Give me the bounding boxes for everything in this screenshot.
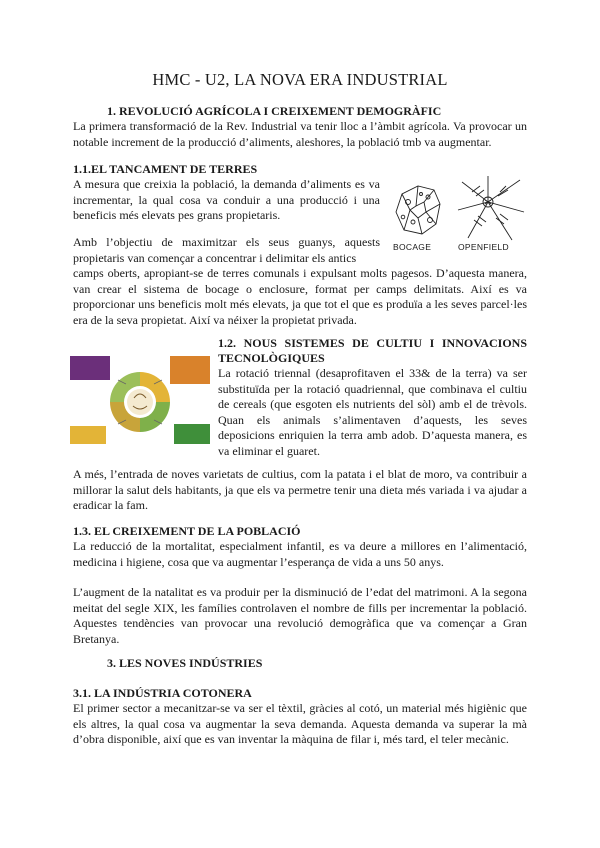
bocage-openfield-illustration [388, 172, 528, 252]
section-3-heading: 3. LES NOVES INDÚSTRIES [107, 656, 263, 670]
bocage-label: BOCAGE [393, 242, 432, 252]
section-1-2-paragraph-1: La rotació triennal (desaprofitaven el 33& de la terra) va ser substituïda per la rotació quadriennal, que combinava el cultiu de cereals (que esgoten els nutrients del sòl) amb el de trèvols. Quan els animals s’alimentaven d’aquests, les seves deposicions enriquien la terra amb adob. D’aquesta manera, es va eliminar el guaret. [218, 366, 527, 458]
section-1-1-paragraph-1: A mesura que creixia la població, la demanda d’aliments es va incrementar, la qual cosa va conduir a una producció i una beneficis més elevats pes grans propietaris. [73, 177, 380, 222]
section-1-1-heading: 1.1.EL TANCAMENT DE TERRES [73, 162, 258, 176]
rotation-label-green [174, 424, 210, 444]
section-1-1-paragraph-2a: Amb l’objectiu de maximitzar els seus guanys, aquests propietaris van començar a concentrar i delimitar els antics [73, 235, 380, 265]
rotation-label-yellow [70, 426, 106, 444]
rotation-label-purple [70, 356, 110, 380]
section-3-1-heading: 3.1. LA INDÚSTRIA COTONERA [73, 686, 252, 700]
section-1-3-heading: 1.3. EL CREIXEMENT DE LA POBLACIÓ [73, 524, 301, 538]
section-1-2-heading: 1.2. NOUS SISTEMES DE CULTIU I INNOVACIONS TECNOLÒGIQUES [218, 336, 527, 365]
section-1-intro: La primera transformació de la Rev. Industrial va tenir lloc a l’àmbit agrícola. Va provocar un notable increment de la producció d’aliments, aleshores, la població tmb va augmentar. [73, 119, 527, 149]
openfield-label: OPENFIELD [458, 242, 509, 252]
crop-rotation-figure [70, 352, 210, 448]
section-1-3-paragraph-2: L’augment de la natalitat es va produir per la disminució de l’edat del matrimoni. A la segona meitat del segle XIX, les famílies controlaven el nombre de fills per incrementar la població. Aquestes tendències van provocar una revolució demogràfica que va començar a Gran Bretanya. [73, 585, 527, 646]
section-1-1-paragraph-2b: camps oberts, apropiant-se de terres comunals i expulsant molts pagesos. D’aquesta manera, van crear el sistema de bocage o enclosure, format per camps delimitats. Així es va proporcionar uns beneficis molt més elevats, ja que tot el que es produïa a les seves parcel·les era de la seva propietat. Així va néixer la propietat privada. [73, 266, 527, 327]
section-3-1-paragraph-1: El primer sector a mecanitzar-se va ser el tèxtil, gràcies al cotó, un material més higiènic que els altres, la qual cosa va augmentar la seva demanda. Aquesta demanda va superar la mà d’obra disponible, així que es van inventar la màquina de filar i, més tard, el teler mecànic. [73, 701, 527, 746]
section-1-3-paragraph-1: La reducció de la mortalitat, especialment infantil, es va deure a millores en l’alimentació, medicina i higiene, cosa que va augmentar l’esperança de vida a uns 50 anys. [73, 539, 527, 569]
section-1-2-paragraph-2: A més, l’entrada de noves varietats de cultius, com la patata i el blat de moro, va contribuir a millorar la salut dels habitants, ja que els va permetre tenir una dieta més variada i va ajudar a eradicar la fam. [73, 467, 527, 512]
page-title: HMC - U2, LA NOVA ERA INDUSTRIAL [152, 70, 448, 89]
rotation-label-orange [170, 356, 210, 384]
section-1-heading: 1. REVOLUCIÓ AGRÍCOLA I CREIXEMENT DEMOGRÀFIC [107, 104, 442, 118]
bocage-openfield-figure [388, 172, 528, 252]
